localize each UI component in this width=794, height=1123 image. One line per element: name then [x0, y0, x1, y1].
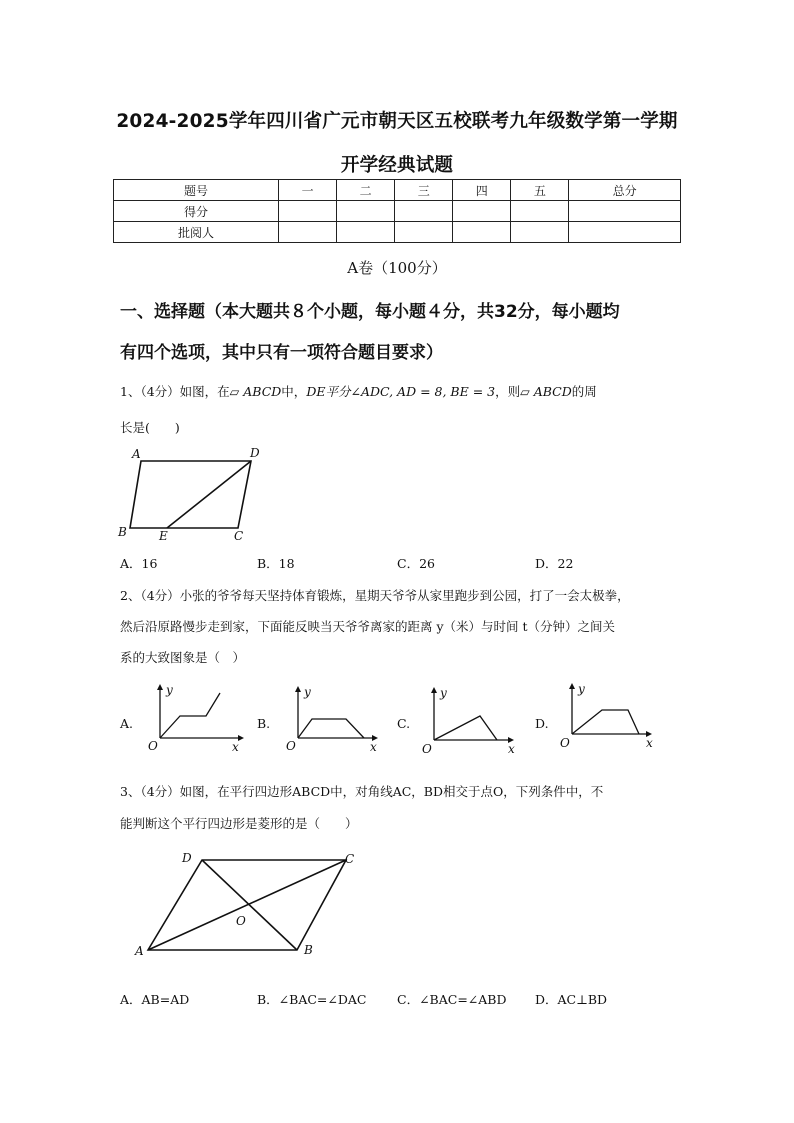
- q3-parallelogram-figure: [128, 846, 368, 964]
- q1-label-a: A: [132, 447, 141, 461]
- q3-option-c[interactable]: C．∠BAC=∠ABD: [397, 992, 507, 1007]
- score-cell: 总分: [569, 180, 681, 201]
- x-axis-arrow: [238, 735, 244, 741]
- x-label: x: [232, 740, 239, 754]
- origin-label: O: [560, 736, 570, 750]
- graph-line: [434, 716, 497, 740]
- score-cell[interactable]: [337, 201, 395, 222]
- q1-label-c: C: [234, 529, 244, 543]
- q1-option-c[interactable]: C．26: [397, 556, 435, 571]
- q1-de: DE: [306, 384, 326, 399]
- q2-graph-b[interactable]: [278, 680, 388, 758]
- score-table-header: [114, 180, 681, 201]
- q3-diagonal-ac: [148, 860, 346, 950]
- q2-option-d-label[interactable]: D.: [535, 716, 549, 731]
- q1-parallelogram: [130, 461, 251, 528]
- x-label: x: [508, 742, 515, 756]
- y-label: y: [166, 683, 173, 697]
- q3-label-b: B: [304, 943, 313, 957]
- q2-graph-a[interactable]: [140, 680, 250, 758]
- score-cell[interactable]: [569, 201, 681, 222]
- origin-label: O: [422, 742, 432, 756]
- y-label: y: [440, 686, 447, 700]
- section-heading-line-2: 有四个选项，其中只有一项符合题目要求）: [120, 343, 443, 363]
- score-cell[interactable]: [395, 222, 453, 243]
- score-cell: 得分: [114, 201, 279, 222]
- score-cell[interactable]: [569, 222, 681, 243]
- q1-condition: 平分∠ADC, AD = 8, BE = 3: [325, 384, 496, 399]
- q1-mid3: ，则▱: [495, 384, 530, 399]
- q3-label-a: A: [135, 944, 144, 958]
- score-cell[interactable]: [279, 222, 337, 243]
- question-1-line-1: [120, 382, 597, 400]
- origin-label: O: [148, 739, 158, 753]
- q1-label-b: B: [118, 525, 127, 539]
- score-cell[interactable]: [511, 222, 569, 243]
- title-line-2: 开学经典试题: [340, 155, 454, 176]
- q1-segment-de: [167, 461, 251, 528]
- q3-label-o: O: [236, 914, 246, 928]
- volume-label: A卷（100分）: [347, 259, 447, 277]
- score-cell: 四: [453, 180, 511, 201]
- q1-abcd: ABCD: [243, 384, 282, 399]
- title-line-1: 2024-2025学年四川省广元市朝天区五校联考九年级数学第一学期: [116, 111, 678, 132]
- graph-line: [160, 693, 220, 738]
- y-label: y: [304, 685, 311, 699]
- question-2-line-2: 然后沿原路慢步走到家，下面能反映当天爷爷离家的距离 y（米）与时间 t（分钟）之间关: [120, 619, 616, 634]
- q1-label-e: E: [159, 529, 168, 543]
- question-3-line-2: 能判断这个平行四边形是菱形的是（ ）: [120, 816, 358, 831]
- q1-parallelogram-figure: [110, 444, 270, 544]
- q1-option-d[interactable]: D．22: [535, 556, 574, 571]
- q1-prefix: 1、（4分）如图，在▱: [120, 384, 240, 399]
- score-table: [113, 179, 681, 243]
- score-cell: 五: [511, 180, 569, 201]
- x-label: x: [646, 736, 653, 750]
- y-axis-arrow: [157, 684, 163, 690]
- graph-line: [572, 710, 639, 734]
- y-axis-arrow: [431, 687, 437, 693]
- q3-label-c: C: [345, 852, 355, 866]
- score-table-row: [114, 222, 681, 243]
- score-cell: 一: [279, 180, 337, 201]
- score-cell: 题号: [114, 180, 279, 201]
- q2-graph-c[interactable]: [416, 680, 526, 758]
- x-label: x: [370, 740, 377, 754]
- q2-option-b-label[interactable]: B.: [257, 716, 271, 731]
- y-axis-arrow: [569, 683, 575, 689]
- q3-label-d: D: [182, 851, 192, 865]
- score-table-row: [114, 201, 681, 222]
- q1-option-b[interactable]: B．18: [257, 556, 295, 571]
- score-cell: 批阅人: [114, 222, 279, 243]
- q1-suffix: 的周: [571, 384, 597, 399]
- q1-mid1: 中，: [281, 384, 307, 399]
- y-label: y: [578, 682, 585, 696]
- q3-option-d[interactable]: D．AC⊥BD: [535, 992, 608, 1007]
- q3-option-b[interactable]: B．∠BAC=∠DAC: [257, 992, 367, 1007]
- score-cell[interactable]: [279, 201, 337, 222]
- q2-option-c-label[interactable]: C.: [397, 716, 411, 731]
- score-cell[interactable]: [453, 222, 511, 243]
- graph-line: [298, 719, 364, 738]
- q1-option-a[interactable]: A．16: [120, 556, 158, 571]
- question-2-line-1: 2、（4分）小张的爷爷每天坚持体育锻炼，星期天爷爷从家里跑步到公园，打了一会太极拳，: [120, 588, 630, 603]
- q3-option-a[interactable]: A．AB=AD: [120, 992, 190, 1007]
- score-cell[interactable]: [511, 201, 569, 222]
- score-cell[interactable]: [337, 222, 395, 243]
- y-axis-arrow: [295, 686, 301, 692]
- score-cell: 三: [395, 180, 453, 201]
- question-3-line-1: 3、（4分）如图，在平行四边形ABCD中，对角线AC，BD相交于点O，下列条件中，不: [120, 784, 604, 799]
- q1-label-d: D: [250, 446, 260, 460]
- score-cell[interactable]: [453, 201, 511, 222]
- question-2-line-3: 系的大致图象是（ ）: [120, 650, 246, 665]
- score-cell: 二: [337, 180, 395, 201]
- q2-option-a-label[interactable]: A.: [120, 716, 134, 731]
- question-1-line-2: 长是( ): [120, 420, 180, 435]
- q1-abcd-2: ABCD: [533, 384, 572, 399]
- section-heading-line-1: 一、选择题（本大题共８个小题，每小题４分，共32分，每小题均: [120, 302, 620, 322]
- q2-graph-d[interactable]: [554, 676, 664, 754]
- score-cell[interactable]: [395, 201, 453, 222]
- origin-label: O: [286, 739, 296, 753]
- q3-diagonal-bd: [202, 860, 297, 950]
